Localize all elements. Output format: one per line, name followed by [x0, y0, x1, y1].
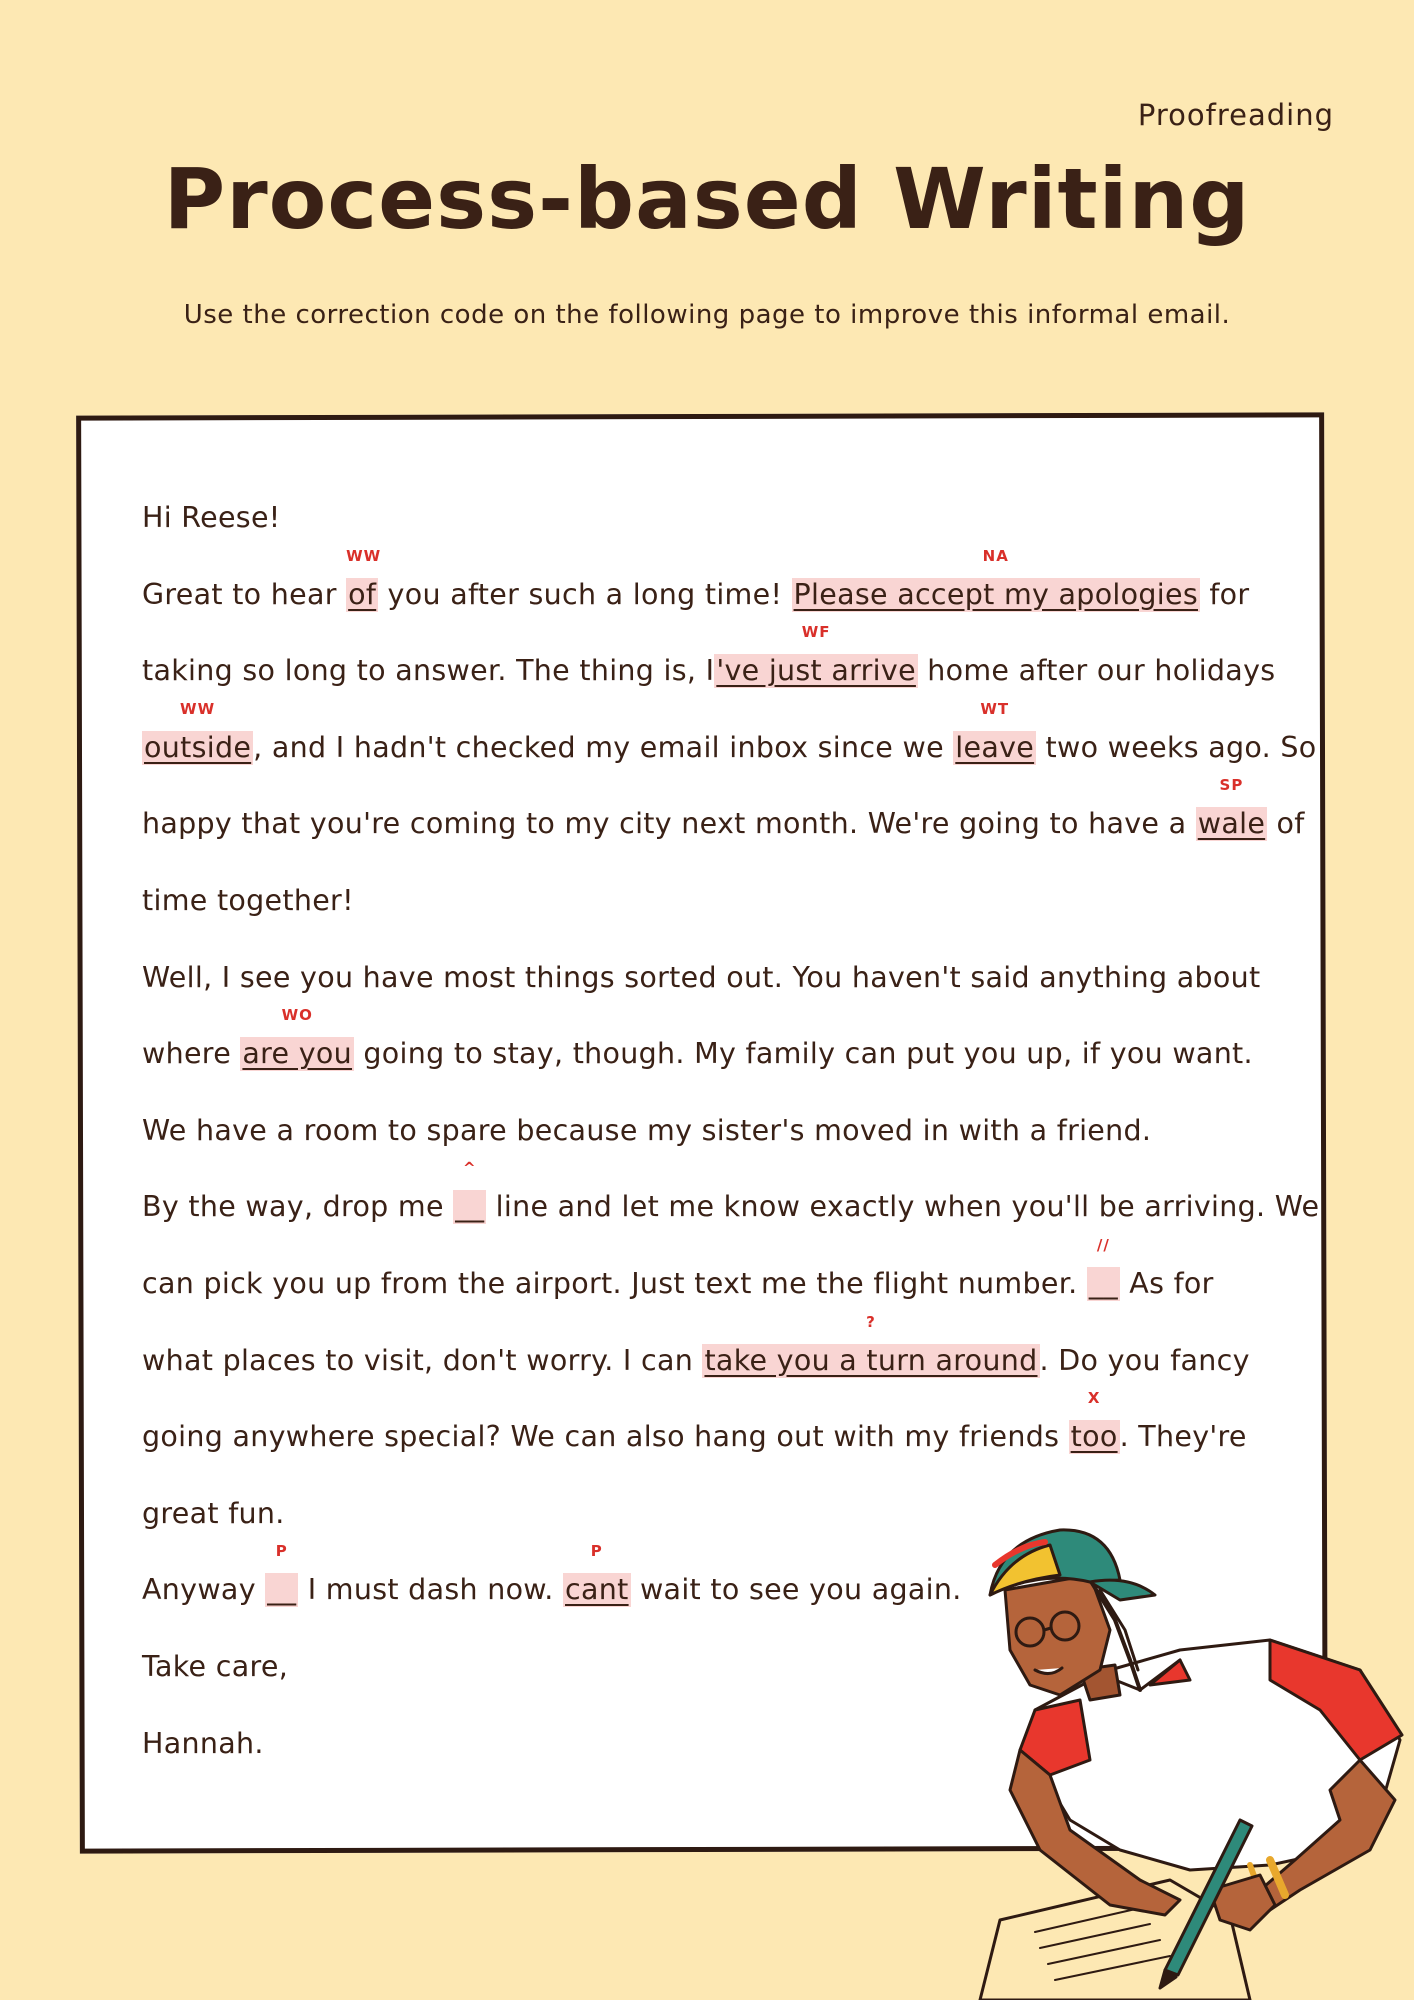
instructions: Use the correction code on the following page to improve this informal email.: [183, 300, 1231, 330]
error-mark: [563, 1542, 631, 1607]
text: going anywhere special? We can also hang out with my friends: [142, 1420, 1069, 1454]
error-text: __: [1088, 1266, 1118, 1300]
error-mark: [1196, 776, 1267, 841]
text: Great to hear: [142, 577, 347, 611]
text: We have a room to spare because my sister's moved in with a friend.: [142, 1113, 1152, 1147]
error-text: of: [348, 577, 377, 611]
error-text: cant: [565, 1573, 629, 1607]
greeting: Hi Reese!: [142, 501, 281, 534]
error-text: take you a turn around: [704, 1343, 1038, 1377]
text: happy that you're coming to my city next month. We're going to have a: [142, 807, 1196, 841]
correction-code: SP: [1219, 776, 1244, 795]
correction-code: WO: [281, 1006, 313, 1025]
error-text: too: [1070, 1420, 1118, 1454]
correction-code: WF: [801, 623, 831, 642]
correction-code: WT: [980, 699, 1010, 718]
text: can pick you up from the airport. Just text me the flight number.: [142, 1266, 1087, 1300]
error-text: __: [455, 1190, 485, 1224]
text: Well, I see you have most things sorted out. You haven't said anything about: [142, 960, 1261, 994]
error-mark: [265, 1542, 298, 1607]
error-text: __: [267, 1573, 297, 1607]
correction-code: X: [1087, 1389, 1101, 1408]
letter-line: [142, 623, 1292, 720]
correction-code: ?: [866, 1312, 876, 1331]
text: , and I hadn't checked my email inbox since we: [253, 730, 954, 764]
letter-line: [142, 1103, 1292, 1180]
text: you after such a long time!: [378, 577, 792, 611]
text: wait to see you again.: [630, 1573, 962, 1607]
error-mark: [953, 699, 1036, 765]
person-writing-illustration: [940, 1520, 1414, 2000]
error-text: leave: [955, 730, 1035, 764]
text: taking so long to answer. The thing is, I: [142, 654, 715, 688]
sign-off: Take care,: [142, 1649, 289, 1683]
text: . Do you fancy: [1039, 1343, 1250, 1377]
text: what places to visit, don't worry. I can: [142, 1343, 703, 1377]
error-text: outside: [144, 730, 252, 764]
letter-line: [142, 776, 1305, 873]
text: By the way, drop me: [142, 1190, 454, 1224]
error-mark: [792, 546, 1200, 612]
page-title: Process-based Writing: [163, 150, 1251, 248]
error-text: are you: [242, 1037, 353, 1071]
error-mark: [240, 1006, 354, 1071]
letter-line: [142, 1389, 1292, 1486]
text: of: [1267, 807, 1305, 841]
error-mark: [142, 699, 253, 765]
text: I must dash now.: [298, 1573, 564, 1607]
text: for: [1199, 577, 1250, 611]
signature-name: Hannah.: [142, 1726, 264, 1760]
text: home after our holidays: [917, 654, 1276, 688]
correction-code: ^: [462, 1159, 477, 1178]
letter-line: [142, 1006, 1292, 1103]
text: going to stay, though. My family can put you up, if you want.: [354, 1037, 1253, 1071]
error-text: Please accept my apologies: [793, 577, 1198, 611]
correction-code: NA: [982, 546, 1009, 565]
error-mark: [1087, 1235, 1120, 1301]
error-mark: [453, 1159, 486, 1224]
section-tag: Proofreading: [1137, 98, 1334, 132]
correction-code: WW: [180, 699, 216, 718]
error-text: 've just arrive: [716, 654, 916, 688]
correction-code: WW: [346, 546, 382, 565]
error-text: wale: [1197, 807, 1266, 841]
error-mark: [702, 1312, 1039, 1378]
text: great fun.: [142, 1496, 285, 1530]
text: where: [142, 1037, 241, 1071]
text: As for: [1119, 1266, 1214, 1300]
error-mark: [346, 546, 382, 612]
error-mark: [1069, 1389, 1120, 1454]
text: time together!: [142, 883, 354, 917]
text: . They're: [1119, 1420, 1247, 1454]
text: Anyway: [142, 1573, 266, 1607]
correction-code: P: [275, 1542, 288, 1561]
letter-line: [142, 699, 1317, 797]
correction-code: P: [590, 1542, 603, 1561]
text: line and let me know exactly when you'll be arriving. We: [486, 1190, 1320, 1224]
correction-code: //: [1096, 1235, 1110, 1254]
letter-line: [142, 873, 1292, 950]
text: two weeks ago. So: [1036, 730, 1317, 764]
error-mark: [714, 623, 918, 688]
